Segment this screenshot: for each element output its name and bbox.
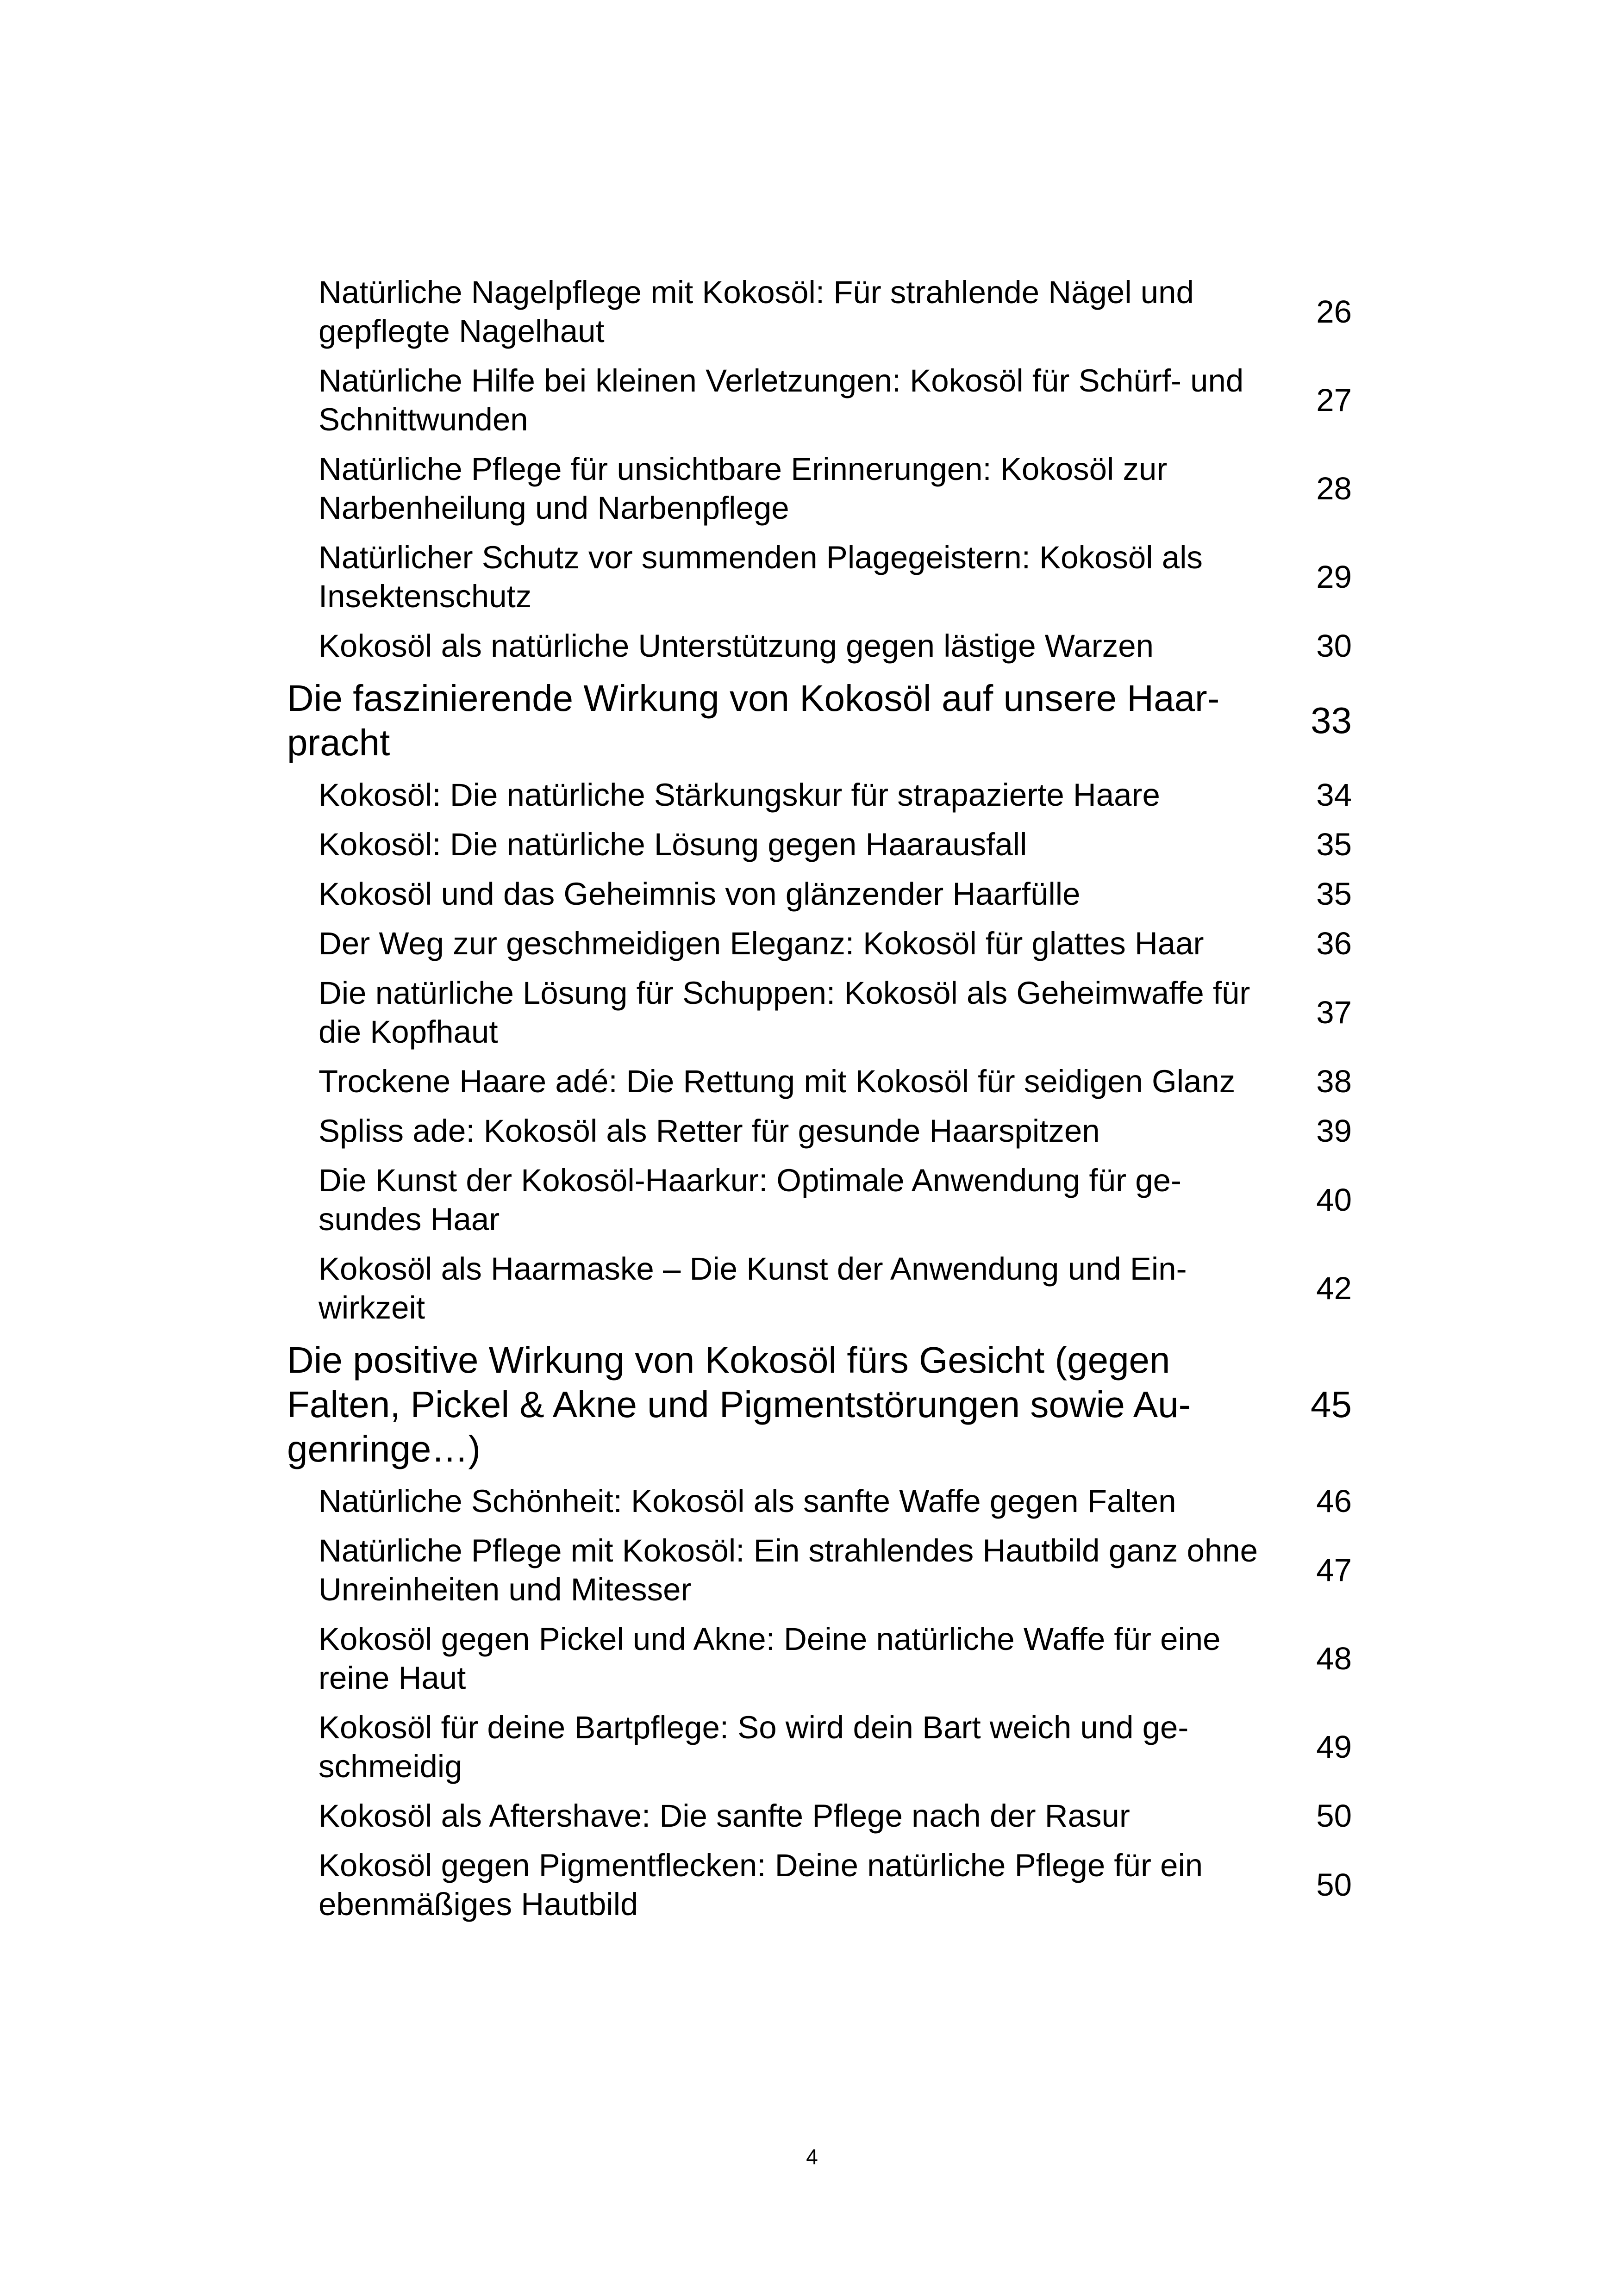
toc-entry[interactable] <box>287 776 1352 815</box>
toc-entry-page: 30 <box>1316 628 1352 664</box>
toc-entry[interactable] <box>287 1161 1352 1239</box>
toc-entry-page: 50 <box>1316 1867 1352 1903</box>
toc-entry[interactable] <box>287 1062 1352 1101</box>
toc-entry-page: 38 <box>1316 1064 1352 1099</box>
toc-entry-title: Kokosöl gegen Pickel und Akne: Deine natürliche Waffe für eine reine Haut <box>319 1621 1221 1696</box>
toc-entry-title: Spliss ade: Kokosöl als Retter für gesunde Haarspitzen <box>319 1113 1100 1149</box>
toc-entry[interactable] <box>287 825 1352 864</box>
toc-entry-page: 48 <box>1316 1641 1352 1676</box>
toc-entry-title: Der Weg zur geschmeidigen Eleganz: Kokosöl für glattes Haar <box>319 926 1204 961</box>
table-of-contents <box>287 273 1352 1935</box>
toc-entry-title: Trockene Haare adé: Die Rettung mit Kokosöl für seidigen Glanz <box>319 1064 1236 1099</box>
toc-entry-title: Natürliche Nagelpflege mit Kokosöl: Für strahlende Nägel und gepflegte Nagelhaut <box>319 274 1194 349</box>
toc-entry[interactable] <box>287 924 1352 963</box>
toc-chapter-page: 45 <box>1311 1384 1352 1425</box>
toc-entry-title: Natürliche Schönheit: Kokosöl als sanfte Waffe gegen Falten <box>319 1483 1176 1519</box>
toc-entry-title: Natürliche Pflege für unsichtbare Erinnerungen: Kokosöl zur Narbenheilung und Narbenpflege <box>319 451 1168 526</box>
toc-entry[interactable] <box>287 875 1352 914</box>
toc-chapter-entry[interactable] <box>287 1338 1352 1471</box>
toc-chapter-title: Die positive Wirkung von Kokosöl fürs Gesicht (gegen Falten, Pickel & Akne und Pigmentstörungen sowie Au-genringe…) <box>287 1339 1191 1469</box>
toc-entry-page: 27 <box>1316 382 1352 418</box>
page-number: 4 <box>806 2145 818 2169</box>
toc-entry-page: 42 <box>1316 1270 1352 1306</box>
toc-chapter-entry[interactable] <box>287 676 1352 765</box>
toc-chapter-title: Die faszinierende Wirkung von Kokosöl auf unsere Haar-pracht <box>287 678 1220 763</box>
toc-entry[interactable] <box>287 1250 1352 1327</box>
toc-entry-title: Natürlicher Schutz vor summenden Plagegeistern: Kokosöl als Insektenschutz <box>319 540 1203 614</box>
toc-entry[interactable] <box>287 538 1352 616</box>
toc-entry-page: 49 <box>1316 1729 1352 1765</box>
toc-entry-page: 50 <box>1316 1798 1352 1834</box>
toc-entry-page: 35 <box>1316 876 1352 912</box>
toc-entry-title: Kokosöl als Aftershave: Die sanfte Pflege nach der Rasur <box>319 1798 1130 1834</box>
toc-entry-page: 39 <box>1316 1113 1352 1149</box>
toc-entry-page: 28 <box>1316 471 1352 506</box>
toc-entry-page: 26 <box>1316 294 1352 330</box>
toc-entry[interactable] <box>287 1482 1352 1521</box>
toc-entry[interactable] <box>287 1846 1352 1924</box>
toc-entry-page: 47 <box>1316 1552 1352 1588</box>
toc-entry-title: Kokosöl und das Geheimnis von glänzender Haarfülle <box>319 876 1081 912</box>
toc-entry[interactable] <box>287 1797 1352 1836</box>
toc-entry[interactable] <box>287 1112 1352 1151</box>
toc-entry[interactable] <box>287 1708 1352 1786</box>
toc-entry-title: Die natürliche Lösung für Schuppen: Kokosöl als Geheimwaffe für die Kopfhaut <box>319 975 1250 1050</box>
toc-entry[interactable] <box>287 361 1352 439</box>
toc-entry-title: Natürliche Hilfe bei kleinen Verletzungen: Kokosöl für Schürf- und Schnittwunden <box>319 363 1244 437</box>
toc-entry[interactable] <box>287 1620 1352 1698</box>
toc-entry-title: Kokosöl als Haarmaske – Die Kunst der Anwendung und Ein-wirkzeit <box>319 1251 1187 1325</box>
toc-entry-page: 37 <box>1316 995 1352 1030</box>
toc-entry[interactable] <box>287 450 1352 528</box>
toc-entry-page: 34 <box>1316 777 1352 813</box>
toc-entry-title: Kokosöl: Die natürliche Stärkungskur für strapazierte Haare <box>319 777 1160 813</box>
toc-entry-title: Kokosöl als natürliche Unterstützung gegen lästige Warzen <box>319 628 1154 664</box>
toc-entry-title: Kokosöl für deine Bartpflege: So wird dein Bart weich und ge-schmeidig <box>319 1710 1189 1784</box>
toc-entry-page: 29 <box>1316 559 1352 595</box>
toc-entry[interactable] <box>287 627 1352 666</box>
toc-entry[interactable] <box>287 273 1352 351</box>
toc-entry-title: Kokosöl gegen Pigmentflecken: Deine natürliche Pflege für ein ebenmäßiges Hautbild <box>319 1848 1203 1922</box>
toc-entry-title: Natürliche Pflege mit Kokosöl: Ein strahlendes Hautbild ganz ohne Unreinheiten und Mitesser <box>319 1533 1258 1607</box>
toc-entry-page: 40 <box>1316 1182 1352 1218</box>
toc-entry-title: Die Kunst der Kokosöl-Haarkur: Optimale Anwendung für ge-sundes Haar <box>319 1163 1181 1237</box>
toc-entry-page: 35 <box>1316 827 1352 862</box>
toc-entry-page: 46 <box>1316 1483 1352 1519</box>
toc-entry[interactable] <box>287 1531 1352 1609</box>
toc-entry-page: 36 <box>1316 926 1352 961</box>
toc-entry[interactable] <box>287 974 1352 1052</box>
toc-chapter-page: 33 <box>1311 700 1352 741</box>
toc-entry-title: Kokosöl: Die natürliche Lösung gegen Haarausfall <box>319 827 1027 862</box>
